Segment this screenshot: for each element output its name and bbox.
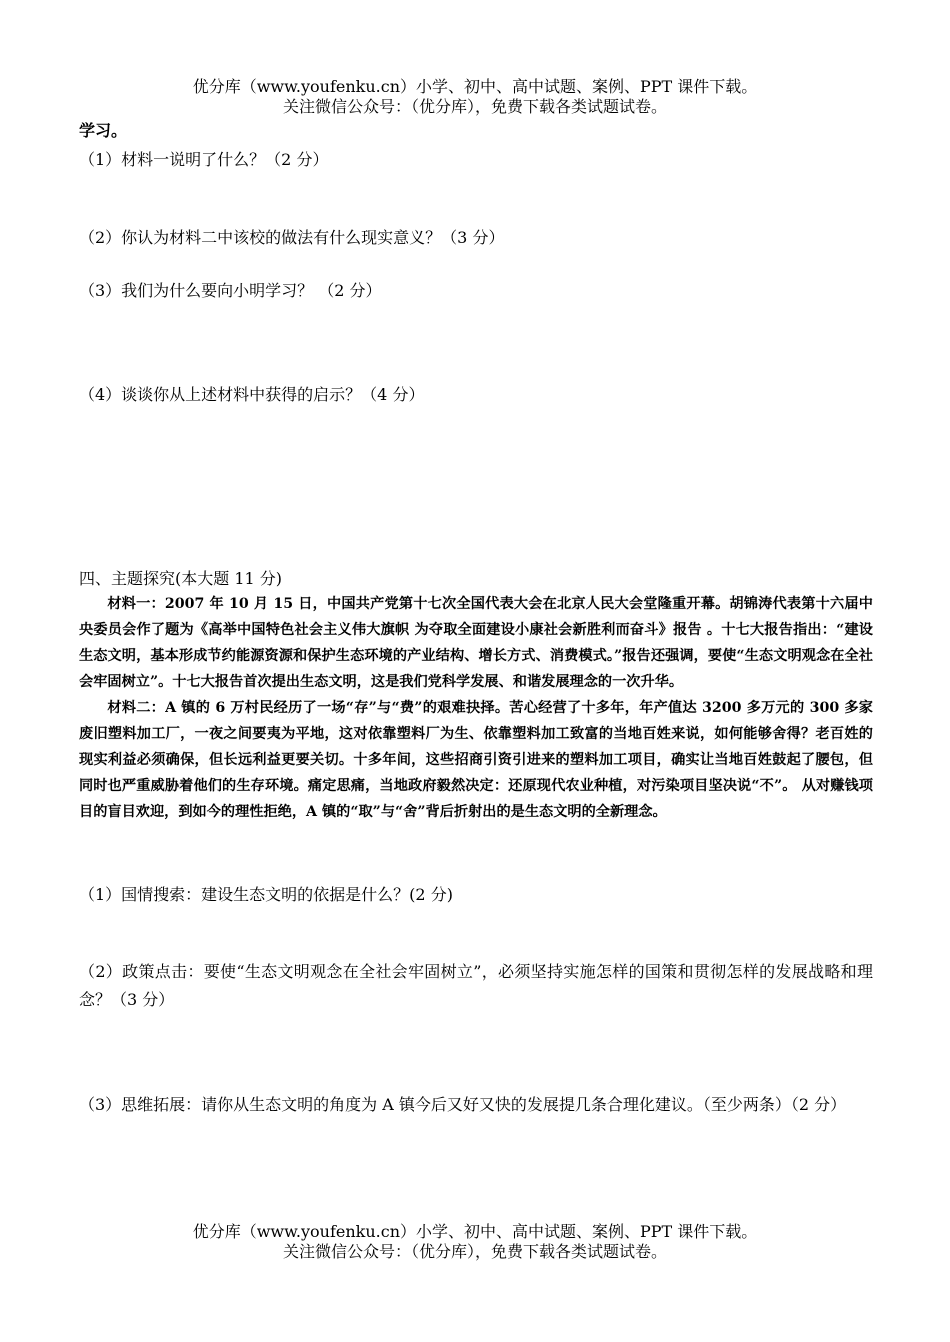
question-3-3: （3）我们为什么要向小明学习？ （2 分） [79,281,382,300]
footer-line-1: 优分库（www.youfenku.cn）小学、初中、高中试题、案例、PPT 课件下载。 [192,1222,758,1241]
material-1: 材料一：2007 年 10 月 15 日，中国共产党第十七次全国代表大会在北京人民大会堂隆重开幕。胡锦涛代表第十六届中央委员会作了题为《高举中国特色社会主义伟大旗帜 为夺取全面建设小康社会新胜利而奋斗》报告 。十七大报告指出：“建设生态文明，基本形成节约能源资源和保护生态环境的产业结构、增长方式、消费模式。”报告还强调，要使“生态文明观念在全社会牢固树立”。十七大报告首次提出生态文明，这是我们党科学发展、和谐发展理念的一次升华。 [79,596,873,690]
carry-over-text: 学习。 [79,121,128,140]
question-3-2: （2）你认为材料二中该校的做法有什么现实意义？（3 分） [79,228,505,247]
question-4-3: （3）思维拓展：请你从生态文明的角度为 A 镇今后又好又快的发展提几条合理化建议。（至少两条）（2 分） [79,1095,847,1114]
question-4-2: （2）政策点击：要使“生态文明观念在全社会牢固树立”，必须坚持实施怎样的国策和贯彻怎样的发展战略和理念？（3 分） [79,962,873,1009]
header-line-2: 关注微信公众号：（优分库），免费下载各类试题试卷。 [282,97,667,116]
question-4-3-wrap [79,1091,873,1119]
question-4-2-wrap [79,958,873,1014]
materials-block [79,591,873,825]
footer-line-2: 关注微信公众号：（优分库），免费下载各类试题试卷。 [282,1242,667,1261]
page-footer [0,1222,950,1262]
material-2: 材料二：A 镇的 6 万村民经历了一场“存”与“费”的艰难抉择。苦心经营了十多年，年产值达 3200 多万元的 300 多家废旧塑料加工厂，一夜之间要夷为平地，这对依靠塑料厂为生、依靠塑料加工致富的当地百姓来说，如何能够舍得？老百姓的现实利益必须确保，但长远利益更要关切。十多年间，这些招商引资引进来的塑料加工项目，确实让当地百姓鼓起了腰包，但同时也严重威胁着他们的生存环境。痛定思痛，当地政府毅然决定：还原现代农业种植，对污染项目坚决说“不”。 从对赚钱项目的盲目欢迎，到如今的理性拒绝，A 镇的“取”与“舍”背后折射出的是生态文明的全新理念。 [79,700,873,820]
question-3-4: （4）谈谈你从上述材料中获得的启示？（4 分） [79,385,425,404]
page-header [0,77,950,117]
section-4-title: 四、主题探究(本大题 11 分) [79,569,283,588]
question-3-1: （1）材料一说明了什么？（2 分） [79,150,329,169]
header-line-1: 优分库（www.youfenku.cn）小学、初中、高中试题、案例、PPT 课件下载。 [192,77,758,96]
question-4-1: （1）国情搜索：建设生态文明的依据是什么？(2 分) [79,885,453,904]
